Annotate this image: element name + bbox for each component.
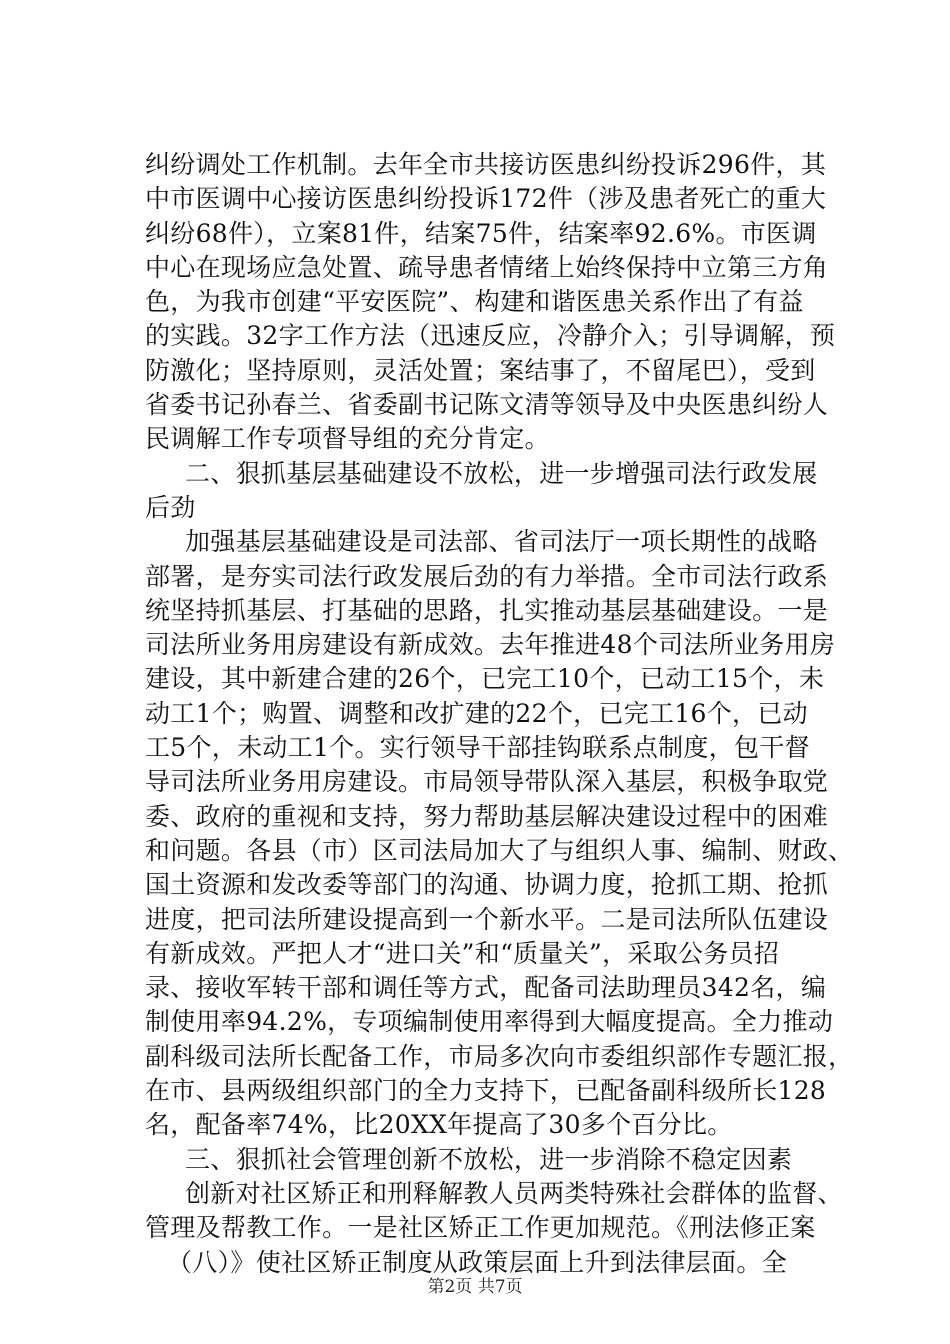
text-line: 纠纷调处工作机制。去年全市共接访医患纠纷投诉296件，其 [145, 150, 827, 179]
text-line: 司法所业务用房建设有新成效。去年推进48个司法所业务用房 [145, 630, 836, 660]
text-line: 国土资源和发改委等部门的沟通、协调力度，抢抓工期、抢抓 [145, 870, 829, 900]
text-line: 导司法所业务用房建设。市局领导带队深入基层，积极争取党 [145, 767, 829, 797]
text-line: 副科级司法所长配备工作，市局多次向市委组织部作专题汇报， [145, 1041, 854, 1071]
text-line: 统坚持抓基层、打基础的思路，扎实推动基层基础建设。一是 [145, 595, 829, 625]
text-line: 和问题。各县（市）区司法局加大了与组织人事、编制、财政、 [145, 835, 854, 865]
text-line: 制使用率94.2%，专项编制使用率得到大幅度提高。全力推动 [145, 1007, 834, 1037]
text-line: 动工1个；购置、调整和改扩建的22个，已完工16个，已动 [145, 698, 808, 728]
text-line: 省委书记孙春兰、省委副书记陈文清等领导及中央医患纠纷人 [145, 390, 829, 420]
text-line: （八）》使社区矫正制度从政策层面上升到法律层面。全 [167, 1247, 788, 1277]
paragraph-start-line: 创新对社区矫正和刑释解教人员两类特殊社会群体的监督、 [185, 1178, 843, 1208]
text-line: 工5个，未动工1个。实行领导干部挂钩联系点制度，包干督 [145, 733, 810, 763]
paragraph-start-line: 加强基层基础建设是司法部、省司法厅一项长期性的战略 [185, 527, 818, 557]
text-line: 有新成效。严把人才“进口关”和“质量关”，采取公务员招 [145, 938, 780, 968]
text-line: 进度，把司法所建设提高到一个新水平。二是司法所队伍建设 [145, 904, 829, 934]
text-line: 管理及帮教工作。一是社区矫正工作更加规范。《刑法修正案 [145, 1213, 816, 1243]
text-line: 名，配备率74%，比20XX年提高了30多个百分比。 [145, 1110, 733, 1140]
page-number-label: 第2页 共7页 [427, 1277, 523, 1297]
text-line: 录、接收军转干部和调任等方式，配备司法助理员342名，编 [145, 973, 827, 1003]
document-body [145, 148, 854, 1280]
text-line: 委、政府的重视和支持，努力帮助基层解决建设过程中的困难 [145, 801, 829, 831]
text-line: 中心在现场应急处置、疏导患者情绪上始终保持中立第三方角 [145, 252, 829, 282]
text-line: 民调解工作专项督导组的充分肯定。 [145, 424, 550, 454]
text-line: 在市、县两级组织部门的全力支持下，已配备副科级所长128 [145, 1076, 827, 1106]
text-line: 纠纷68件），立案81件，结案75件，结案率92.6%。市医调 [145, 218, 817, 248]
section-heading-line: 后劲 [145, 492, 196, 522]
text-line: 建设，其中新建合建的26个，已完工10个，已动工15个，未 [145, 664, 825, 694]
text-line: 的实践。32字工作方法（迅速反应，冷静介入；引导调解，预 [145, 321, 836, 351]
text-line: 色，为我市创建“平安医院”、构建和谐医患关系作出了有益 [145, 287, 804, 317]
page-footer [0, 1272, 950, 1297]
text-line: 中市医调中心接访医患纠纷投诉172件（涉及患者死亡的重大 [145, 184, 827, 214]
text-line: 部署，是夯实司法行政发展后劲的有力举措。全市司法行政系 [145, 561, 829, 591]
section-heading-line: 二、狠抓基层基础建设不放松，进一步增强司法行政发展 [185, 458, 818, 488]
text-line: 防激化；坚持原则，灵活处置；案结事了，不留尾巴），受到 [145, 355, 816, 385]
section-heading-line: 三、狠抓社会管理创新不放松，进一步消除不稳定因素 [185, 1144, 793, 1174]
